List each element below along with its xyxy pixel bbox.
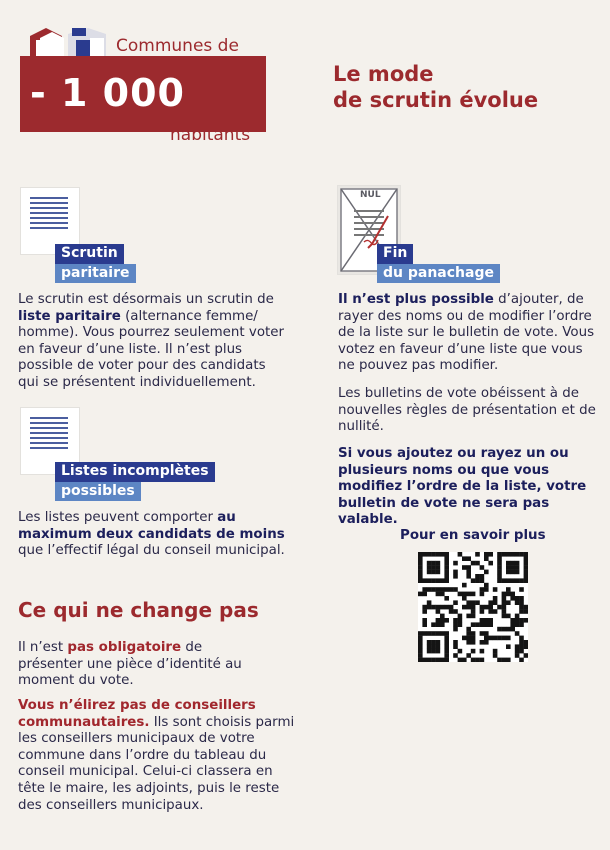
population-threshold: - 1 000 — [30, 71, 185, 115]
listes-label-line2: possibles — [55, 482, 141, 502]
scrutin-label-line2: paritaire — [55, 264, 136, 284]
section-title-unchanged: Ce qui ne change pas — [18, 598, 259, 622]
page-title-line2: de scrutin évolue — [333, 88, 539, 113]
nul-stamp: NUL — [360, 190, 381, 200]
habitants-label: habitants — [170, 125, 251, 145]
fin-label-line2: du panachage — [377, 264, 500, 284]
fin-text-2: Les bulletins de vote obéissent à de nouvelles règles de présentation et de nullité. — [338, 386, 596, 435]
page-title-line1: Le mode — [333, 62, 434, 86]
fin-label-line1: Fin — [377, 244, 413, 264]
listes-label — [55, 462, 215, 501]
listes-label-line1: Listes incomplètes — [55, 462, 215, 482]
scrutin-label — [55, 244, 136, 283]
communes-label: Communes de — [116, 36, 239, 56]
listes-text: Les listes peuvent comporter au maximum deux candidats de moins que l’effectif légal du conseil municipal. — [18, 510, 285, 559]
unchanged-text-1: Il n’est pas obligatoire de présenter une pièce d’identité au moment du vote. — [18, 640, 242, 689]
fin-text-1: Il n’est plus possible d’ajouter, de rayer des noms ou de modifier l’ordre de la liste sur le bulletin de vote. Vous votez en faveur d’une liste que vous ne pouvez pas modifier. — [338, 292, 595, 374]
more-info-label: Pour en savoir plus — [400, 528, 546, 543]
qr-code-icon[interactable] — [418, 552, 528, 662]
scrutin-label-line1: Scrutin — [55, 244, 124, 264]
page-title — [333, 61, 593, 113]
scrutin-text: Le scrutin est désormais un scrutin de liste paritaire (alternance femme/ homme). Vous pourrez seulement voter en faveur d’une liste. Il n’est plus possible de voter pour des candidats qui se présentent individuellement. — [18, 292, 285, 391]
unchanged-text-2: Vous n’élirez pas de conseillers communautaires. Ils sont choisis parmi les conseillers municipaux de votre commune dans l’ordre du tableau du conseil municipal. Celui-ci classera en tête le maire, les adjoints, puis le reste des conseillers municipaux. — [18, 698, 295, 813]
fin-label — [377, 244, 500, 283]
fin-text-3: Si vous ajoutez ou rayez un ou plusieurs noms ou que vous modifiez l’ordre de la liste, votre bulletin de vote ne sera pas valable. — [338, 446, 587, 528]
qr-code-graphic — [418, 552, 528, 662]
